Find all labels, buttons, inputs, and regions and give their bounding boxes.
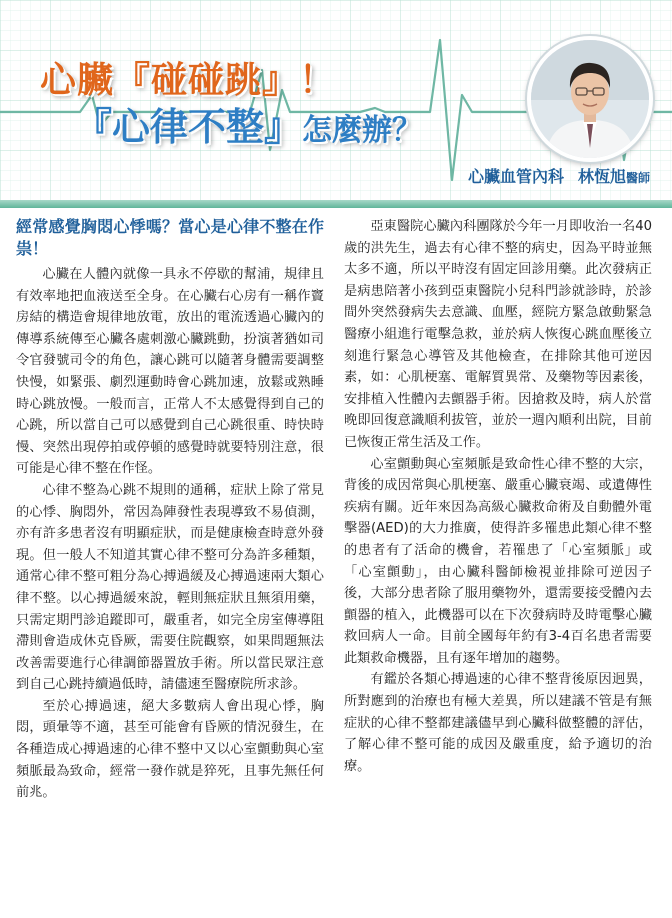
right-paragraph-2: 心室顫動與心室頻脈是致命性心律不整的大宗，背後的成因常與心肌梗塞、嚴重心臟衰竭、或遺傳性疾病有關。近年來因為高級心臟救命術及自動體外電擊器(AED)的大力推廣，使得許多罹患此類心律不整的患者有了活命的機會，若罹患了「心室頻脈」或「心室顫動」，由心臟科醫師檢視並排除可逆因子後，大部分患者除了服用藥物外，還需要接受體內去顫器的植入，此機器可以在下次發病時及時電擊心臟救回病人一命。目前全國每年約有3-4百名患者需要此類救命機器，且有逐年增加的趨勢。 bbox=[344, 456, 652, 666]
left-paragraph-3: 至於心搏過速，絕大多數病人會出現心悸，胸悶，頭暈等不適，甚至可能會有昏厥的情況發生，在各種造成心搏過速的心律不整中又以心室顫動與心室頻脈最為致命，經常一發作就是猝死，且事先無任何前兆。 bbox=[16, 698, 324, 801]
author-name: 林恆旭 bbox=[577, 167, 626, 186]
left-paragraph-1: 心臟在人體內就像一具永不停歇的幫浦，規律且有效率地把血液送至全身。在心臟右心房有一稱作竇房結的構造會規律地放電，放出的電流透過心臟內的傳導系統傳至心臟各處刺激心臟跳動，扮演著猶如司令官發號司令的角色，讓心跳可以隨著身體需要調整快慢，如緊張、劇烈運動時會心跳加速，放鬆或熟睡時心跳放慢。一般而言，正常人不太感覺得到自己的心跳，所以當自己可以感覺到自己心跳很重、時快時慢、突然出現停拍或停頓的感覺時就要特別注意，很可能是心律不整在作怪。 bbox=[16, 267, 324, 477]
title-line-2 bbox=[74, 96, 422, 151]
left-paragraph-2: 心律不整為心跳不規則的通稱，症狀上除了常見的心悸、胸悶外，常因為陣發性表現導致不易偵測，亦有許多患者沒有明顯症狀，而是健康檢查時意外發現。但一般人不知道其實心律不整可分為許多種類，通常心律不整可粗分為心搏過緩及心搏過速兩大類心律不整。以心搏過緩來說，輕則無症狀且無須用藥，只需定期門診追蹤即可，嚴重者，如完全房室傳導阻滯則會造成休克昏厥，需要住院觀察，如果問題無法改善需要進行心律調節器置放手術。所以當民眾注意到自己心跳持續過低時，請儘速至醫療院所求診。 bbox=[16, 482, 324, 693]
article-column-right bbox=[344, 216, 652, 777]
right-paragraph-3: 有鑑於各類心搏過速的心律不整背後原因迥異，所對應到的治療也有極大差異，所以建議不管是有無症狀的心律不整都建議儘早到心臟科做整體的評估，了解心律不整可能的成因及嚴重度，給予適切的治療。 bbox=[344, 672, 652, 774]
author-byline bbox=[468, 164, 650, 187]
title-line-2-tail: 怎麼辦？ bbox=[302, 113, 423, 148]
title-line-1: 心臟『碰碰跳』！ bbox=[40, 59, 337, 101]
header-divider bbox=[0, 200, 672, 208]
right-paragraph-1: 亞東醫院心臟內科團隊於今年一月即收治一名40歲的洪先生，過去有心律不整的病史，因為平時並無太多不適，所以平時沒有固定回診用藥。此次發病正是病患陪著小孩到亞東醫院小兒科門診就診時，於診間外突然發病失去意識、血壓，經院方緊急啟動緊急醫療小組進行電擊急救，並於病人恢復心跳血壓後立刻進行緊急心導管及其他檢查，在排除其他可逆因素，如：心肌梗塞、電解質異常、及藥物等因素後，安排植入性體內去顫器手術。因搶救及時，病人於當晚即回復意識順利拔管，並於一週內順利出院，目前已恢復正常生活及工作。 bbox=[344, 219, 652, 450]
article-header bbox=[0, 0, 672, 200]
author-title: 醫師 bbox=[625, 171, 650, 185]
doctor-portrait-image bbox=[531, 40, 649, 158]
article-column-left bbox=[16, 216, 324, 804]
author-department: 心臟血管內科 bbox=[467, 167, 564, 186]
title-line-2-main: 『心律不整』 bbox=[74, 104, 303, 149]
doctor-portrait bbox=[527, 36, 653, 162]
article-heading: 經常感覺胸悶心悸嗎？當心是心律不整在作祟！ bbox=[16, 217, 324, 258]
